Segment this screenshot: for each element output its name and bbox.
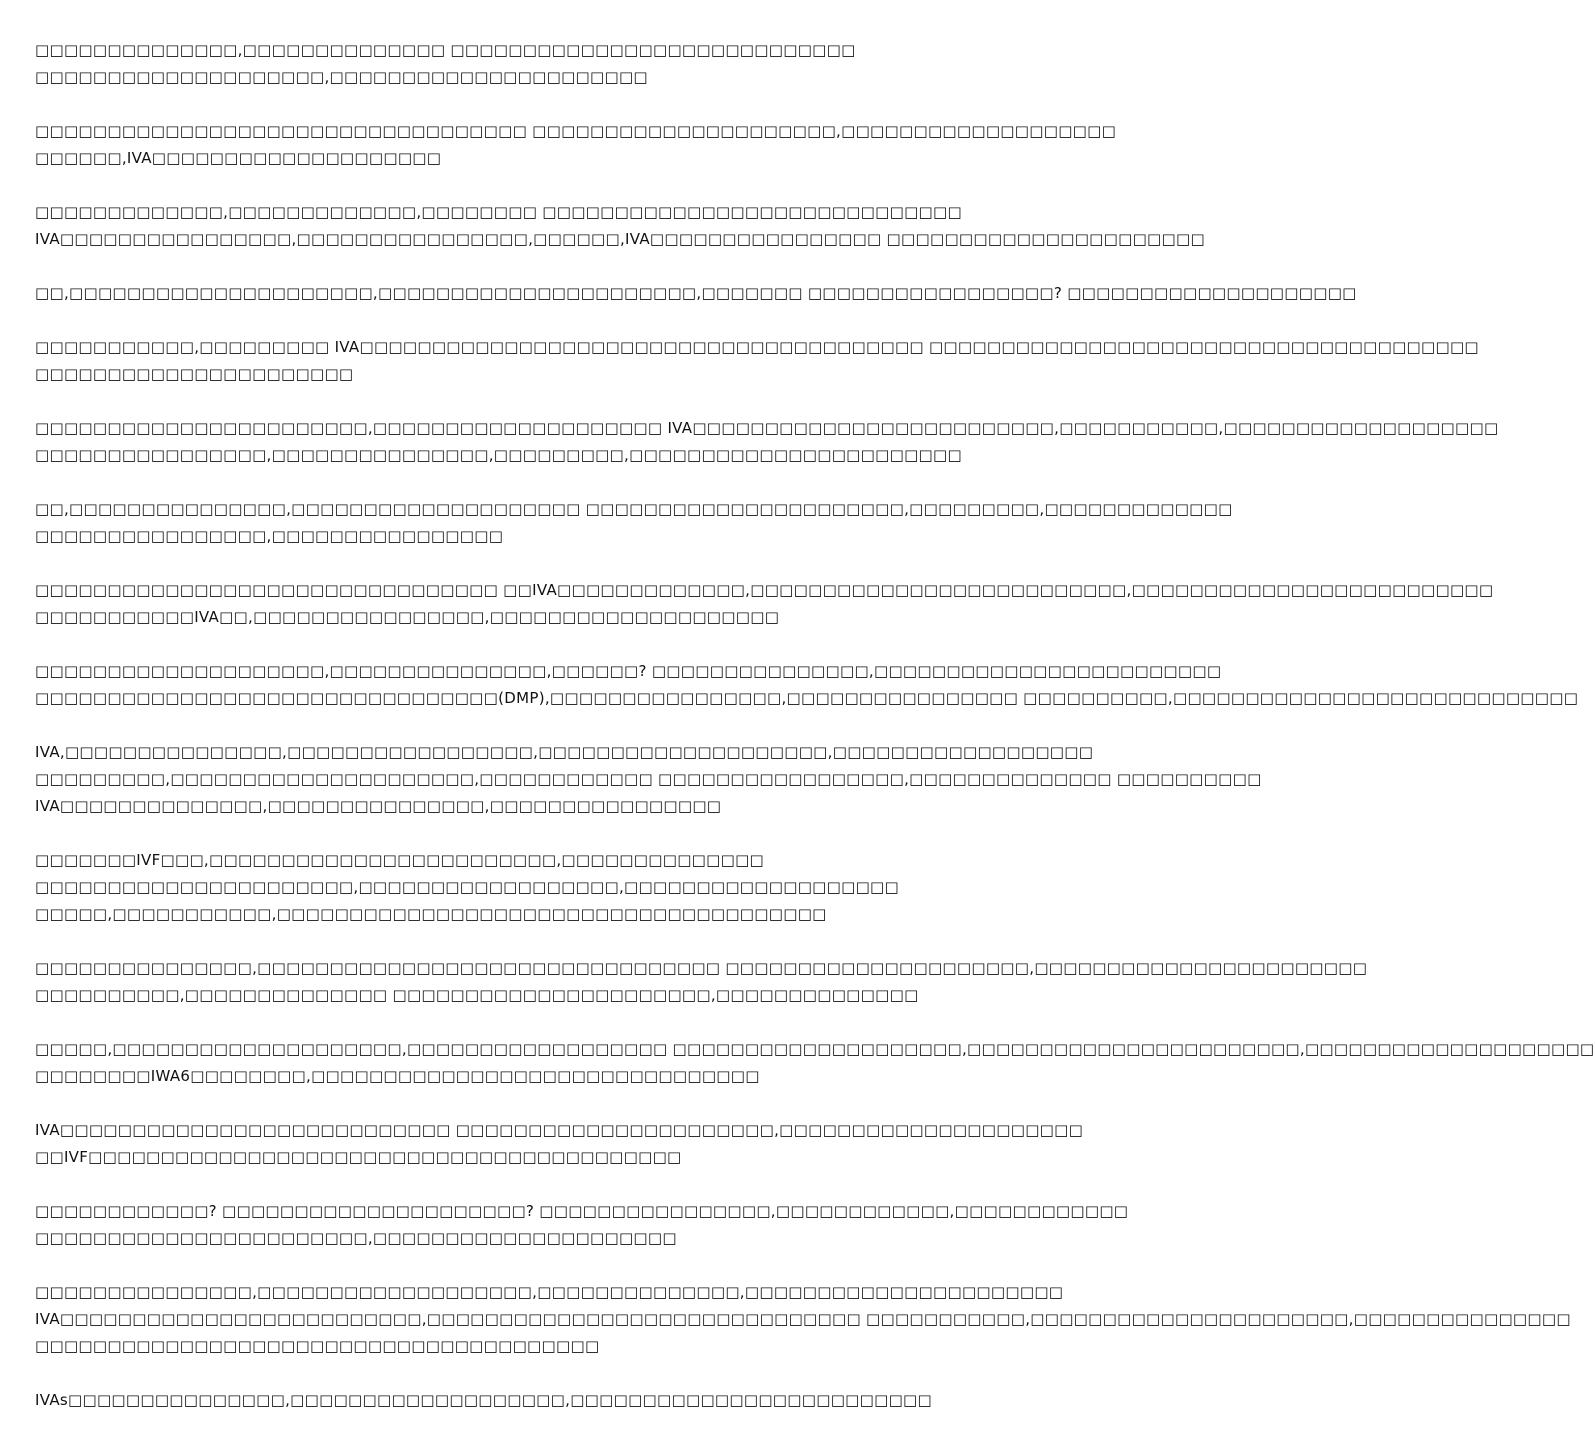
text-line: □□□□□,□□□□□□□□□□□□□□□□□□□□,□□□□□□□□□□□□□□□□□□ □□□□□□□□□□□□□□□□□□□□,□□□□□□□□□□□□□□□□□□□□□□□,□□□□□□□□□□□□□□□□□□□□ (35, 1040, 1594, 1058)
text-line: □□,□□□□□□□□□□□□□□□,□□□□□□□□□□□□□□□□□□□□ □□□□□□□□□□□□□□□□□□□□□□,□□□□□□□□□,□□□□□□□□□□□□□ (35, 500, 1233, 518)
paragraph (35, 1279, 1571, 1360)
text-line: □□□□□,□□□□□□□□□□□,□□□□□□□□□□□□□□□□□□□□□□□□□□□□□□□□□□□□□□ (35, 905, 827, 923)
text-line: IVA□□□□□□□□□□□□□□□□,□□□□□□□□□□□□□□□□,□□□□□□,IVA□□□□□□□□□□□□□□□□ □□□□□□□□□□□□□□□□□□□□□□ (35, 230, 1205, 248)
text-line: IVAs□□□□□□□□□□□□□□□,□□□□□□□□□□□□□□□□□□□,□□□□□□□□□□□□□□□□□□□□□□□□□ (35, 1391, 933, 1409)
text-line: □□□□□□□□□□□□□□□□□□□□□□□□□□□□□□□□(DMP),□□□□□□□□□□□□□□□□,□□□□□□□□□□□□□□□□ □□□□□□□□□□,□□□□□□□□□□□□□□□□□□□□□□□□□□□□ (35, 689, 1579, 707)
text-line: □□□□□□□□□□□□□□□□□□□□□□ (35, 365, 354, 383)
paragraph (35, 280, 1357, 307)
text-line: □□□□□□□IVF□□□,□□□□□□□□□□□□□□□□□□□□□□□□,□□□□□□□□□□□□□□ (35, 851, 765, 869)
text-line: □□□□□□□□□□□□□□,□□□□□□□□□□□□□□ □□□□□□□□□□□□□□□□□□□□□□□□□□□□ (35, 41, 856, 59)
paragraph (35, 577, 1494, 631)
text-line: □□□□□□□□□□□□□□□,□□□□□□□□□□□□□□□□□□□,□□□□□□□□□□□□□□,□□□□□□□□□□□□□□□□□□□□□□ (35, 1283, 1064, 1301)
text-line: □□□□□□□□□□□□□□□□□□□□□□,□□□□□□□□□□□□□□□□□□,□□□□□□□□□□□□□□□□□□□ (35, 878, 900, 896)
text-line: IVA□□□□□□□□□□□□□□□□□□□□□□□□□□□ □□□□□□□□□□□□□□□□□□□□□□,□□□□□□□□□□□□□□□□□□□□□ (35, 1121, 1084, 1139)
paragraph (35, 658, 1579, 712)
paragraph (35, 847, 995, 928)
paragraph (35, 1198, 1129, 1252)
text-line: □□□□□□□□□□□IVA□□,□□□□□□□□□□□□□□□□,□□□□□□□□□□□□□□□□□□□□ (35, 608, 780, 626)
text-line: □□,□□□□□□□□□□□□□□□□□□□□□,□□□□□□□□□□□□□□□□□□□□□□,□□□□□□□ □□□□□□□□□□□□□□□□□? □□□□□□□□□□□□□□□□□□□□ (35, 284, 1357, 302)
text-line: □□□□□□,IVA□□□□□□□□□□□□□□□□□□□□ (35, 149, 442, 167)
text-line: □□□□□□□□□□□□□□□□□□□□□□□,□□□□□□□□□□□□□□□□□□□□□ (35, 1229, 677, 1247)
text-line: IVA□□□□□□□□□□□□□□,□□□□□□□□□□□□□□□,□□□□□□□□□□□□□□□□ (35, 797, 722, 815)
text-line: □□□□□□□□□□□□□□□□□□□□□□□□□□□□□□□□□□ □□□□□□□□□□□□□□□□□□□□□,□□□□□□□□□□□□□□□□□□□ (35, 122, 1117, 140)
text-line: □□□□□□□□□□□□? □□□□□□□□□□□□□□□□□□□□□? □□□□□□□□□□□□□□□□,□□□□□□□□□□□□,□□□□□□□□□□□□ (35, 1202, 1129, 1220)
paragraph (35, 334, 1479, 388)
paragraph (35, 37, 995, 91)
paragraph (35, 415, 1499, 469)
text-line: □□□□□□□□□□□□□□□□,□□□□□□□□□□□□□□□,□□□□□□□□□,□□□□□□□□□□□□□□□□□□□□□□□ (35, 446, 962, 464)
paragraph (35, 496, 1233, 550)
paragraph (35, 1036, 1594, 1090)
paragraph (35, 199, 1205, 253)
document-body (35, 37, 1594, 1441)
text-line: □□□□□□□□IWA6□□□□□□□□,□□□□□□□□□□□□□□□□□□□□□□□□□□□□□□□ (35, 1067, 760, 1085)
paragraph (35, 118, 1117, 172)
text-line: □□□□□□□□□□□□□□□□□□□□□□□,□□□□□□□□□□□□□□□□□□□□ IVA□□□□□□□□□□□□□□□□□□□□□□□□□,□□□□□□□□□□□,□□□□□□□□□□□□□□□□□□□ (35, 419, 1499, 437)
text-line: □□□□□□□□□□□□□□□□,□□□□□□□□□□□□□□□□ (35, 527, 504, 545)
text-line: □□□□□□□□□□□□□□□,□□□□□□□□□□□□□□□□□□□□□□□□□□□□□□□□ □□□□□□□□□□□□□□□□□□□□□,□□□□□□□□□□□□□□□□□□□□□□□ (35, 959, 1368, 977)
paragraph (35, 955, 1368, 1009)
text-line: □□IVF□□□□□□□□□□□□□□□□□□□□□□□□□□□□□□□□□□□□□□□□□ (35, 1148, 682, 1166)
text-line: □□□□□□□□□□□□□□□□□□□□,□□□□□□□□□□□□□□□,□□□□□□? □□□□□□□□□□□□□□□,□□□□□□□□□□□□□□□□□□□□□□□□ (35, 662, 1222, 680)
text-line: IVA,□□□□□□□□□□□□□□□,□□□□□□□□□□□□□□□□□,□□□□□□□□□□□□□□□□□□□□,□□□□□□□□□□□□□□□□□□ (35, 743, 1094, 761)
paragraph (35, 1117, 1084, 1171)
text-line: □□□□□□□□□□,□□□□□□□□□□□□□□ □□□□□□□□□□□□□□□□□□□□□□,□□□□□□□□□□□□□□ (35, 986, 919, 1004)
paragraph (35, 1387, 995, 1414)
text-line: □□□□□□□□□□□,□□□□□□□□□ IVA□□□□□□□□□□□□□□□□□□□□□□□□□□□□□□□□□□□□□□□ □□□□□□□□□□□□□□□□□□□□□□□□□□□□□□□□□□□□□□ (35, 338, 1479, 356)
paragraph (35, 739, 1262, 820)
text-line: □□□□□□□□□□□□□□□□□□□□,□□□□□□□□□□□□□□□□□□□□□□ (35, 68, 648, 86)
text-line: IVA□□□□□□□□□□□□□□□□□□□□□□□□□,□□□□□□□□□□□□□□□□□□□□□□□□□□□□□□ □□□□□□□□□□□,□□□□□□□□□□□□□□□□□□□□□□,□□□□□□□□□□□□□□□ (35, 1310, 1571, 1328)
text-line: □□□□□□□□□,□□□□□□□□□□□□□□□□□□□□□,□□□□□□□□□□□□ □□□□□□□□□□□□□□□□□,□□□□□□□□□□□□□□ □□□□□□□□□□ (35, 770, 1262, 788)
text-line: □□□□□□□□□□□□□,□□□□□□□□□□□□□,□□□□□□□□ □□□□□□□□□□□□□□□□□□□□□□□□□□□□□ (35, 203, 962, 221)
text-line: □□□□□□□□□□□□□□□□□□□□□□□□□□□□□□□□□□□□□□□ (35, 1337, 600, 1355)
text-line: □□□□□□□□□□□□□□□□□□□□□□□□□□□□□□□□ □□IVA□□□□□□□□□□□□□,□□□□□□□□□□□□□□□□□□□□□□□□□□,□□□□□□□□□□□□□□□□□□□□□□□□□ (35, 581, 1494, 599)
